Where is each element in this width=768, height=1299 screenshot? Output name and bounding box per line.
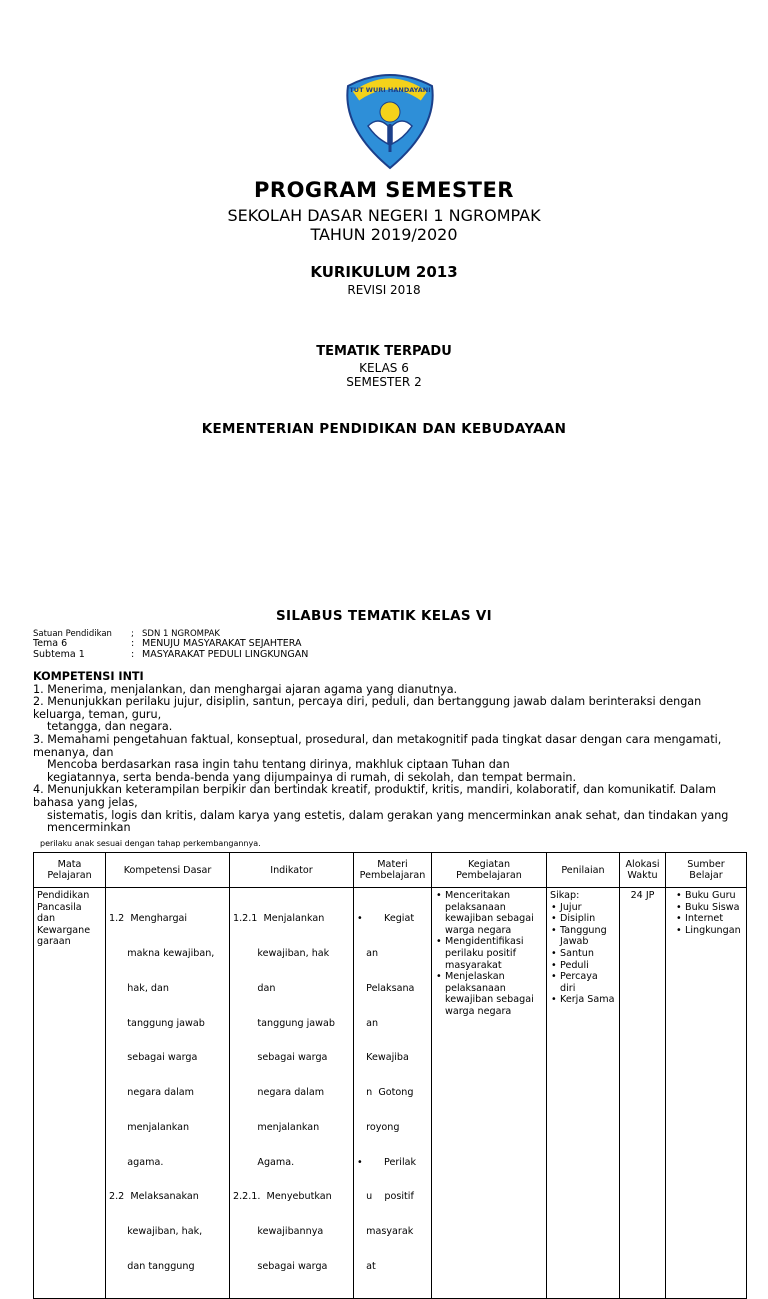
list-item: • Buku Siswa <box>685 902 743 914</box>
ki-line: tetangga, dan negara. <box>47 720 173 734</box>
curriculum-title: KURIKULUM 2013 <box>310 263 458 281</box>
list-item: • Internet <box>685 913 743 925</box>
header-cell: Penilaian <box>547 853 620 888</box>
list-item: • Peduli <box>560 960 616 972</box>
page-title: PROGRAM SEMESTER <box>254 178 514 202</box>
cell-indicator: 1.2.1 Menjalankan kewajiban, hak dan tanggung jawab sebagai warga negara dalam menjalankan Agama. 2.2.1. Menyebutkan kewajibannya sebagai warga <box>230 888 354 1299</box>
school-name: SEKOLAH DASAR NEGERI 1 NGROMPAK <box>227 206 541 225</box>
curriculum-revision: REVISI 2018 <box>347 283 421 297</box>
list-item: • Percaya diri <box>560 971 616 994</box>
list-item: • Buku Guru <box>685 890 743 902</box>
ki-line: 1. Menerima, menjalankan, dan menghargai ajaran agama yang dianutnya. <box>33 682 458 696</box>
list-item: • Lingkungan <box>685 925 743 937</box>
table-header-row <box>34 853 747 888</box>
core-competencies <box>33 671 738 835</box>
header-cell: Mata Pelajaran <box>34 853 106 888</box>
syllabus-title: SILABUS TEMATIK KELAS VI <box>276 608 492 624</box>
list-item: • Santun <box>560 948 616 960</box>
list-item: • Menceritakan pelaksanaan kewajiban sebagai warga negara <box>445 890 543 936</box>
meta-row-theme: Tema 6 : MENUJU MASYARAKAT SEJAHTERA <box>33 638 302 649</box>
ki-line: kegiatannya, serta benda-benda yang dijumpainya di rumah, di sekolah, dan tempat bermain. <box>47 770 577 784</box>
cell-assessment: Sikap: • Jujur • Disiplin • Tanggung Jawab • Santun • Peduli • Percaya diri • Kerja Sama <box>547 888 620 1299</box>
academic-year: TAHUN 2019/2020 <box>310 225 458 244</box>
header-cell: Kompetensi Dasar <box>106 853 230 888</box>
header-cell: Materi Pembelajaran <box>354 853 432 888</box>
cell-material: • Kegiat an Pelaksana an Kewajiba n Gotong royong • Perilak u positif masyarak at <box>354 888 432 1299</box>
ki-line: 3. Memahami pengetahuan faktual, konseptual, prosedural, dan metakognitif pada tingkat dasar dengan cara mengamati, menanya, dan <box>33 732 722 759</box>
list-item: • Jujur <box>560 902 616 914</box>
list-item: • Mengidentifikasi perilaku positif masyarakat <box>445 936 543 971</box>
tut-wuri-handayani-logo <box>338 66 442 170</box>
header-cell: Indikator <box>230 853 354 888</box>
ki-heading: KOMPETENSI INTI <box>33 670 144 683</box>
ministry-name: KEMENTERIAN PENDIDIKAN DAN KEBUDAYAAN <box>201 421 567 437</box>
meta-row-school: Satuan Pendidikan ; SDN 1 NGROMPAK <box>33 629 220 639</box>
cell-sources <box>666 888 747 1299</box>
ki-line: 2. Menunjukkan perilaku jujur, disiplin, santun, percaya diri, peduli, dan bertanggung jawab dalam berinteraksi dengan keluarga, teman, guru, <box>33 695 702 721</box>
logo-text: TUT WURI HANDAYANI <box>349 86 431 94</box>
class-label: KELAS 6 <box>359 361 409 375</box>
cell-kd: 1.2 Menghargai makna kewajiban, hak, dan tanggung jawab sebagai warga negara dalam menjalankan agama. 2.2 Melaksanakan kewajiban, hak, dan tanggung <box>106 888 230 1299</box>
cell-activities <box>432 888 547 1299</box>
header-cell: Kegiatan Pembelajaran <box>432 853 547 888</box>
header-cell: Sumber Belajar <box>666 853 747 888</box>
ki-note: perilaku anak sesuai dengan tahap perkembangannya. <box>40 839 261 848</box>
syllabus-table <box>33 852 747 1299</box>
header-cell: Alokasi Waktu <box>620 853 666 888</box>
cell-time: 24 JP <box>620 888 666 1299</box>
meta-row-subtheme: Subtema 1 : MASYARAKAT PEDULI LINGKUNGAN <box>33 649 309 660</box>
list-item: • Tanggung Jawab <box>560 925 616 948</box>
list-item: • Menjelaskan pelaksanaan kewajiban sebagai warga negara <box>445 971 543 1017</box>
cell-subject: Pendidikan Pancasila dan Kewargane garaan <box>34 888 106 1299</box>
ki-line: Mencoba berdasarkan rasa ingin tahu tentang dirinya, makhluk ciptaan Tuhan dan <box>47 758 510 772</box>
list-item: • Kerja Sama <box>560 994 616 1006</box>
subject-title: TEMATIK TERPADU <box>316 344 452 359</box>
table-row <box>34 888 747 1299</box>
list-item: • Disiplin <box>560 913 616 925</box>
ki-line: sistematis, logis dan kritis, dalam karya yang estetis, dalam gerakan yang mencerminkan anak sehat, dan tindakan yang mencerminkan <box>47 808 729 835</box>
semester-label: SEMESTER 2 <box>346 375 422 389</box>
ki-line: 4. Menunjukkan keterampilan berpikir dan bertindak kreatif, produktif, kritis, mandiri, kolaboratif, dan komunikatif. Dalam bahasa yang jelas, <box>33 783 717 809</box>
